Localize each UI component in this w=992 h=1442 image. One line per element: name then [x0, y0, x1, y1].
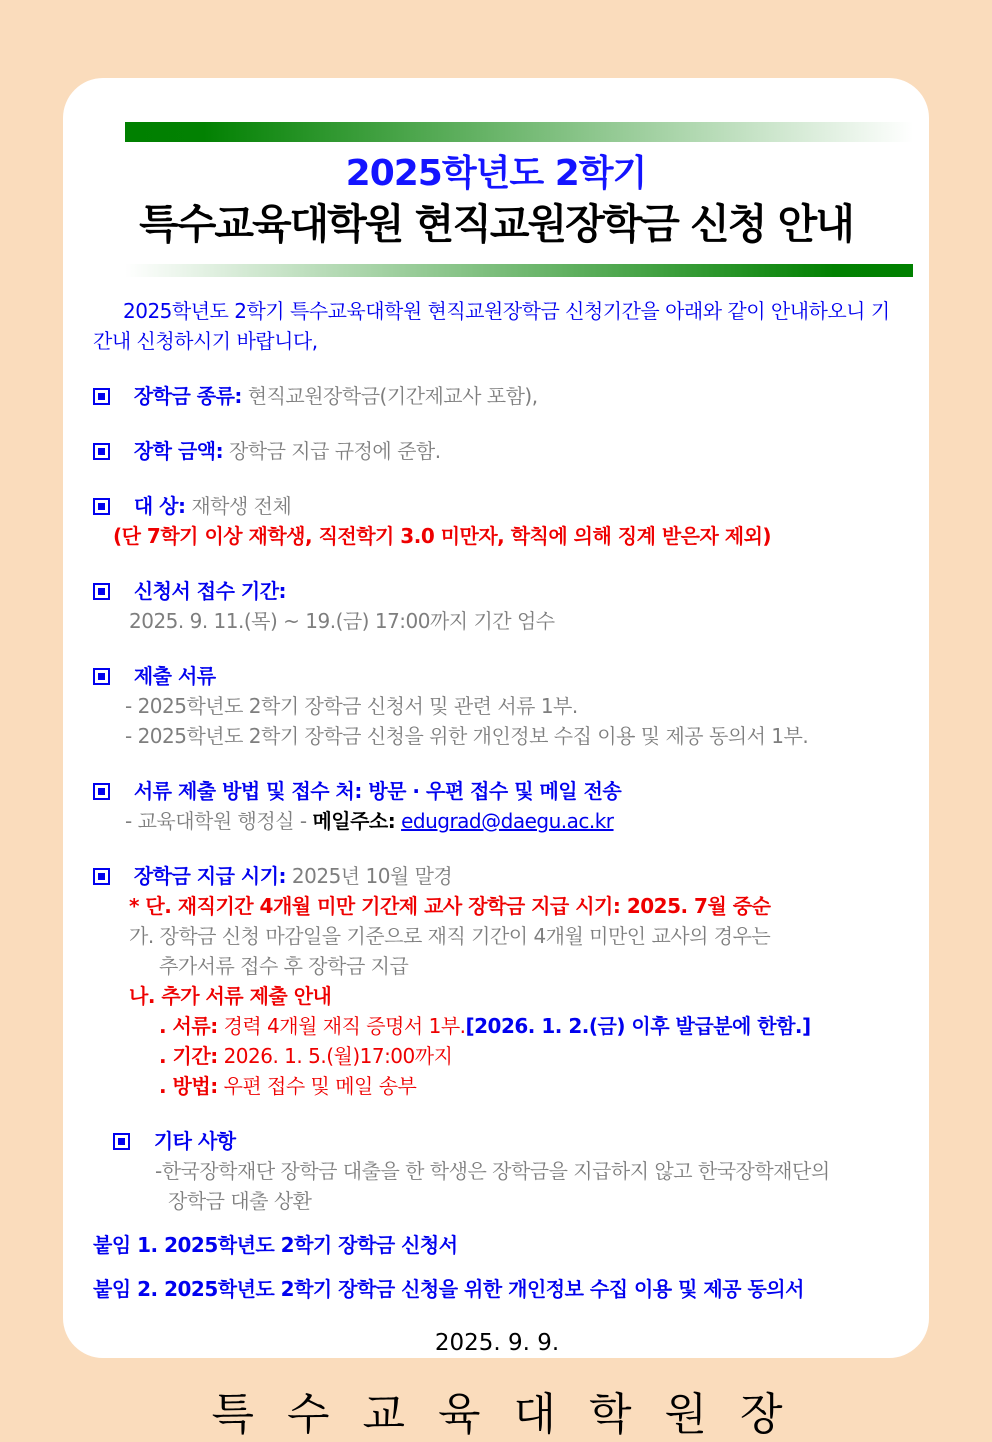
scholarship-amount-line: [93, 436, 901, 466]
bullet-square-icon: [93, 388, 110, 405]
submission-office: - 교육대학원 행정실 -: [125, 809, 307, 833]
documents-item-1: - 2025학년도 2학기 장학금 신청서 및 관련 서류 1부.: [125, 694, 578, 718]
section-etc: [93, 1126, 901, 1216]
bullet-square-inner: [98, 448, 105, 455]
section-target: [93, 491, 901, 551]
payment-extra-method-line: [93, 1071, 901, 1101]
bullet-square-icon: [93, 868, 110, 885]
scholarship-type-value: 현직교원장학금(기간제교사 포함),: [247, 384, 538, 408]
section-documents: [93, 661, 901, 751]
email-link[interactable]: edugrad@daegu.ac.kr: [401, 809, 614, 833]
bullet-square-inner: [98, 588, 105, 595]
bullet-square-icon: [93, 443, 110, 460]
scholarship-type-line: [93, 381, 901, 411]
attachment-1: 붙임 1. 2025학년도 2학기 장학금 신청서: [93, 1233, 458, 1257]
bullet-square-inner: [98, 503, 105, 510]
document-subtitle: 2025학년도 2학기: [345, 153, 647, 194]
bullet-square-inner: [98, 788, 105, 795]
intro-paragraph: 2025학년도 2학기 특수교육대학원 현직교원장학금 신청기간을 아래와 같이 안내하오니 기간내 신청하시기 바랍니다,: [93, 299, 890, 353]
etc-note-line-1: -한국장학재단 장학금 대출을 한 학생은 장학금을 지급하지 않고 한국장학재단의: [155, 1159, 830, 1183]
bullet-square-inner: [98, 873, 105, 880]
payment-extra-period-line: [93, 1041, 901, 1071]
payment-extra-doc-line: [93, 1011, 901, 1041]
documents-line: [93, 661, 901, 691]
section-scholarship-type: [93, 381, 901, 411]
submission-method-line: [93, 776, 901, 806]
target-line: [93, 491, 901, 521]
extra-doc-label: . 서류:: [159, 1014, 218, 1038]
section-scholarship-amount: [93, 436, 901, 466]
application-period-label: 신청서 접수 기간:: [133, 579, 287, 603]
payment-timing-label: 장학금 지급 시기:: [133, 864, 287, 888]
application-period-dates: 2025. 9. 11.(목) ~ 19.(금) 17:00까지 기간 엄수: [129, 609, 555, 633]
scholarship-amount-value: 장학금 지급 규정에 준함.: [228, 439, 441, 463]
documents-label: 제출 서류: [133, 664, 216, 688]
notice-document-card: [63, 78, 929, 1440]
etc-note-line-2: 장학금 대출 상환: [168, 1189, 312, 1213]
email-label: 메일주소:: [312, 809, 396, 833]
extra-method-value: 우편 접수 및 메일 송부: [223, 1074, 417, 1098]
scholarship-type-label: 장학금 종류:: [133, 384, 242, 408]
extra-method-label: . 방법:: [159, 1074, 218, 1098]
top-gradient-bar: [125, 122, 913, 142]
bullet-square-icon: [93, 668, 110, 685]
application-period-line: [93, 576, 901, 606]
section-payment-timing: [93, 861, 901, 1101]
extra-period-value: 2026. 1. 5.(월)17:00까지: [223, 1044, 453, 1068]
etc-line: [113, 1126, 901, 1156]
payment-exception-note: * 단. 재직기간 4개월 미만 기간제 교사 장학금 지급 시기: 2025. 7월 중순: [129, 894, 771, 918]
attachment-2: 붙임 2. 2025학년도 2학기 장학금 신청을 위한 개인정보 수집 이용 및 제공 동의서: [93, 1277, 804, 1301]
bullet-square-inner: [98, 393, 105, 400]
target-value: 재학생 전체: [191, 494, 292, 518]
scholarship-amount-label: 장학 금액:: [133, 439, 224, 463]
submission-office-line: [93, 806, 901, 836]
section-submission-method: [93, 776, 901, 836]
section-application-period: [93, 576, 901, 636]
etc-label: 기타 사항: [153, 1129, 236, 1153]
document-title: 특수교육대학원 현직교원장학금 신청 안내: [139, 200, 853, 248]
payment-ga-line-1: 가. 장학금 신청 마감일을 기준으로 재직 기간이 4개월 미만인 교사의 경우는: [129, 924, 771, 948]
documents-item-2: - 2025학년도 2학기 장학금 신청을 위한 개인정보 수집 이용 및 제공 동의서 1부.: [125, 724, 809, 748]
bullet-square-inner: [118, 1138, 125, 1145]
extra-doc-note: [2026. 1. 2.(금) 이후 발급분에 한함.]: [465, 1014, 811, 1038]
payment-ga-line-2: 추가서류 접수 후 장학금 지급: [159, 954, 409, 978]
signature-title: 특수교육대학원장: [211, 1389, 816, 1440]
bottom-gradient-bar: [125, 264, 913, 277]
submission-method-label: 서류 제출 방법 및 접수 처: 방문 · 우편 접수 및 메일 전송: [133, 779, 622, 803]
document-body: [63, 296, 929, 1442]
bullet-square-icon: [93, 583, 110, 600]
bullet-square-icon: [113, 1133, 130, 1150]
bullet-square-icon: [93, 783, 110, 800]
extra-period-label: . 기간:: [159, 1044, 218, 1068]
bullet-square-icon: [93, 498, 110, 515]
extra-doc-value: 경력 4개월 재직 증명서 1부.: [223, 1014, 466, 1038]
issue-date: 2025. 9. 9.: [434, 1330, 560, 1356]
target-exclusion-note: (단 7학기 이상 재학생, 직전학기 3.0 미만자, 학칙에 의해 징계 받은자 제외): [113, 524, 772, 548]
payment-timing-value: 2025년 10월 말경: [291, 864, 453, 888]
bullet-square-inner: [98, 673, 105, 680]
payment-timing-line: [93, 861, 901, 891]
target-label: 대 상:: [133, 494, 186, 518]
payment-na-label: 나. 추가 서류 제출 안내: [129, 984, 332, 1008]
